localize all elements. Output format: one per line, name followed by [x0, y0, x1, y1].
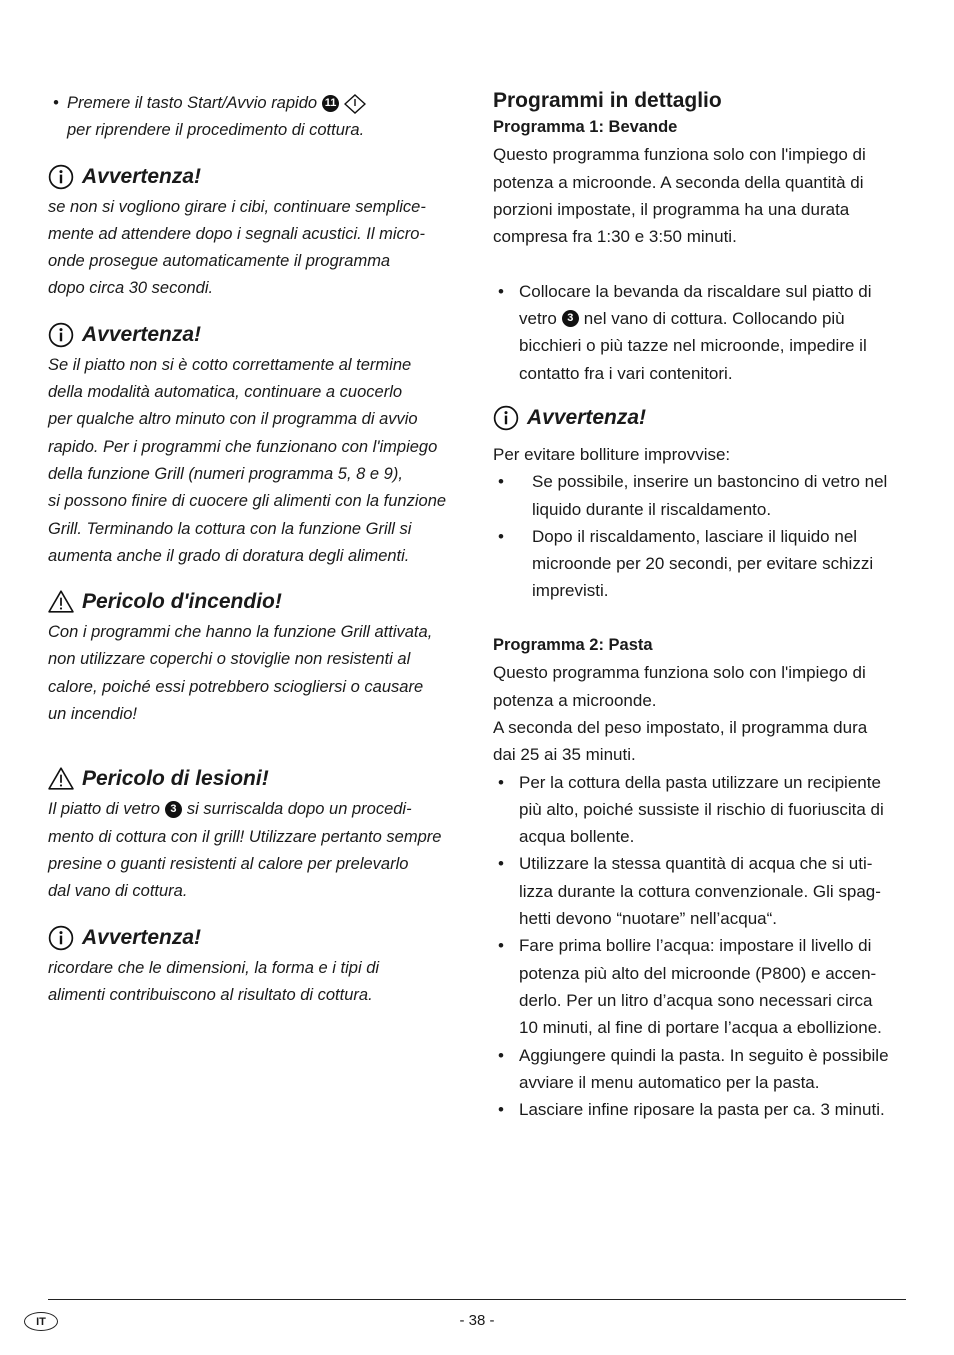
bullet-dot: •	[498, 472, 504, 492]
language-badge: IT	[24, 1312, 58, 1331]
note-line: mento di cottura con il grill! Utilizzare pertanto sempre	[48, 827, 442, 846]
list-item	[493, 278, 913, 387]
program-2-title: Programma 2: Pasta	[493, 636, 653, 655]
right-column	[493, 88, 913, 1123]
info-icon	[493, 405, 519, 431]
bullet-line: bicchieri o più tazze nel microonde, impedire il	[519, 336, 867, 356]
warning-icon	[48, 589, 74, 615]
text-line: Questo programma funziona solo con l'impiego di	[493, 145, 866, 165]
note-line: onde prosegue automaticamente il programma	[48, 252, 391, 271]
text-line: potenza a microonde.	[493, 690, 657, 710]
bullet-dot: •	[498, 936, 504, 956]
bullet-text: Premere il tasto Start/Avvio rapido	[67, 94, 318, 112]
info-icon	[48, 925, 74, 951]
bullet-line: imprevisti.	[532, 581, 609, 601]
bullet-line: Utilizzare la stessa quantità di acqua che si uti-	[519, 854, 873, 874]
note-5	[48, 923, 468, 1010]
list-item	[493, 1096, 913, 1123]
list-item	[493, 1042, 913, 1097]
note-line: Se il piatto non si è cotto correttamente al termine	[48, 355, 412, 374]
note-line: mente ad attendere dopo i segnali acustici. Il micro-	[48, 224, 425, 243]
bullet-line: lizza durante la cottura convenzionale. Gli spag-	[519, 881, 881, 901]
bullet-line	[67, 90, 468, 117]
note-line: un incendio!	[48, 705, 137, 724]
note-title: Pericolo di lesioni!	[82, 767, 269, 791]
bullet-line: potenza più alto del microonde (P800) e accen-	[519, 963, 877, 983]
text-line: porzioni impostate, il programma ha una durata	[493, 199, 850, 219]
page-number: - 38 -	[459, 1312, 495, 1329]
bullet-line: Fare prima bollire l’acqua: impostare il livello di	[519, 936, 872, 956]
text-line: Per evitare bolliture improvvise:	[493, 444, 731, 464]
note-line: alimenti contribuiscono al risultato di cottura.	[48, 985, 373, 1004]
text-line: compresa fra 1:30 e 3:50 minuti.	[493, 227, 737, 247]
bullet-line: contatto fra i vari contenitori.	[519, 363, 733, 383]
callout-badge: 3	[562, 310, 579, 327]
bullet-line: Dopo il riscaldamento, lasciare il liquido nel	[532, 526, 858, 546]
note-line: aumenta anche il grado di doratura degli alimenti.	[48, 546, 410, 565]
note-title: Avvertenza!	[82, 322, 202, 346]
section-title: Programmi in dettaglio	[493, 89, 722, 112]
bullet-line: hetti devono “nuotare” nell’acqua“.	[519, 909, 777, 929]
text-line: Questo programma funziona solo con l'impiego di	[493, 663, 866, 683]
bullet-dot: •	[498, 1100, 504, 1120]
note-title: Avvertenza!	[82, 925, 202, 949]
bullet-line	[519, 305, 913, 332]
note-line: Con i programmi che hanno la funzione Grill attivata,	[48, 623, 433, 642]
note-text: Il piatto di vetro	[48, 800, 160, 819]
note-line	[48, 796, 468, 823]
bullet-text: nel vano di cottura. Collocando più	[583, 309, 845, 329]
list-item	[493, 468, 913, 523]
bullet-dot: •	[498, 854, 504, 874]
bullet-line: Per la cottura della pasta utilizzare un recipiente	[519, 772, 881, 792]
bullet-line: Lasciare infine riposare la pasta per ca. 3 minuti.	[519, 1100, 885, 1120]
bullet-line: Se possibile, inserire un bastoncino di vetro nel	[532, 472, 888, 492]
callout-badge: 3	[165, 801, 182, 818]
note-line: ricordare che le dimensioni, la forma e i tipi di	[48, 958, 380, 977]
note-line: calore, poiché essi potrebbero sciogliersi o causare	[48, 677, 424, 696]
bullet-line: microonde per 20 secondi, per evitare schizzi	[532, 554, 874, 574]
bullet-line: Aggiungere quindi la pasta. In seguito è possibile	[519, 1045, 889, 1065]
bullet-text: vetro	[519, 309, 557, 329]
injury-danger-note	[48, 764, 468, 905]
info-icon	[48, 322, 74, 348]
list-item	[493, 850, 913, 932]
note-line: si possono finire di cuocere gli alimenti con la funzione	[48, 492, 447, 511]
resume-bullet	[48, 90, 468, 145]
bullet-line: più alto, poiché sussiste il rischio di fuoriuscita di	[519, 799, 884, 819]
text-line: A seconda del peso impostato, il programma dura	[493, 717, 868, 737]
note-line: presine o guanti resistenti al calore per prelevarlo	[48, 854, 409, 873]
note-2	[48, 320, 468, 570]
note-title: Pericolo d'incendio!	[82, 590, 282, 614]
note-line: della modalità automatica, continuare a cuocerlo	[48, 383, 403, 402]
note-1	[48, 162, 468, 303]
fire-danger-note	[48, 587, 468, 728]
start-diamond-icon	[344, 94, 366, 114]
bullet-line: 10 minuti, al fine di portare l’acqua a ebollizione.	[519, 1018, 882, 1038]
note-line: dal vano di cottura.	[48, 882, 188, 901]
note-line: non utilizzare coperchi o stoviglie non resistenti al	[48, 650, 411, 669]
footer-divider	[48, 1299, 906, 1300]
note-title: Avvertenza!	[527, 405, 647, 429]
warning-icon	[48, 766, 74, 792]
note-line: per qualche altro minuto con il programma di avvio	[48, 410, 418, 429]
left-column	[48, 90, 468, 1009]
note-line: rapido. Per i programmi che funzionano con l'impiego	[48, 437, 438, 456]
note-line: dopo circa 30 secondi.	[48, 279, 214, 298]
list-item	[493, 769, 913, 851]
note-text: si surriscalda dopo un procedi-	[186, 800, 412, 819]
program-1-title: Programma 1: Bevande	[493, 118, 678, 136]
bullet-line: avviare il menu automatico per la pasta.	[519, 1072, 820, 1092]
bullet-line: Collocare la bevanda da riscaldare sul piatto di	[519, 281, 872, 301]
note-line: se non si vogliono girare i cibi, continuare semplice-	[48, 197, 426, 216]
list-item	[493, 523, 913, 605]
note-line: Grill. Terminando la cottura con la funzione Grill si	[48, 519, 412, 538]
bullet-line: liquido durante il riscaldamento.	[532, 499, 772, 519]
list-item	[493, 932, 913, 1041]
bullet-dot: •	[498, 526, 504, 546]
bullet-dot: •	[498, 772, 504, 792]
note-title: Avvertenza!	[82, 164, 202, 188]
bullet-line: derlo. Per un litro d’acqua sono necessari circa	[519, 990, 873, 1010]
callout-badge: 11	[322, 95, 339, 112]
bullet-dot: •	[53, 94, 59, 112]
text-line: dai 25 ai 35 minuti.	[493, 745, 636, 765]
note-line: della funzione Grill (numeri programma 5, 8 e 9),	[48, 464, 403, 483]
bullet-dot: •	[498, 1045, 504, 1065]
bullet-line: per riprendere il procedimento di cottura.	[67, 121, 365, 140]
info-icon	[48, 164, 74, 190]
bullet-dot: •	[498, 281, 504, 301]
bullet-line: acqua bollente.	[519, 827, 635, 847]
text-line: potenza a microonde. A seconda della quantità di	[493, 172, 864, 192]
